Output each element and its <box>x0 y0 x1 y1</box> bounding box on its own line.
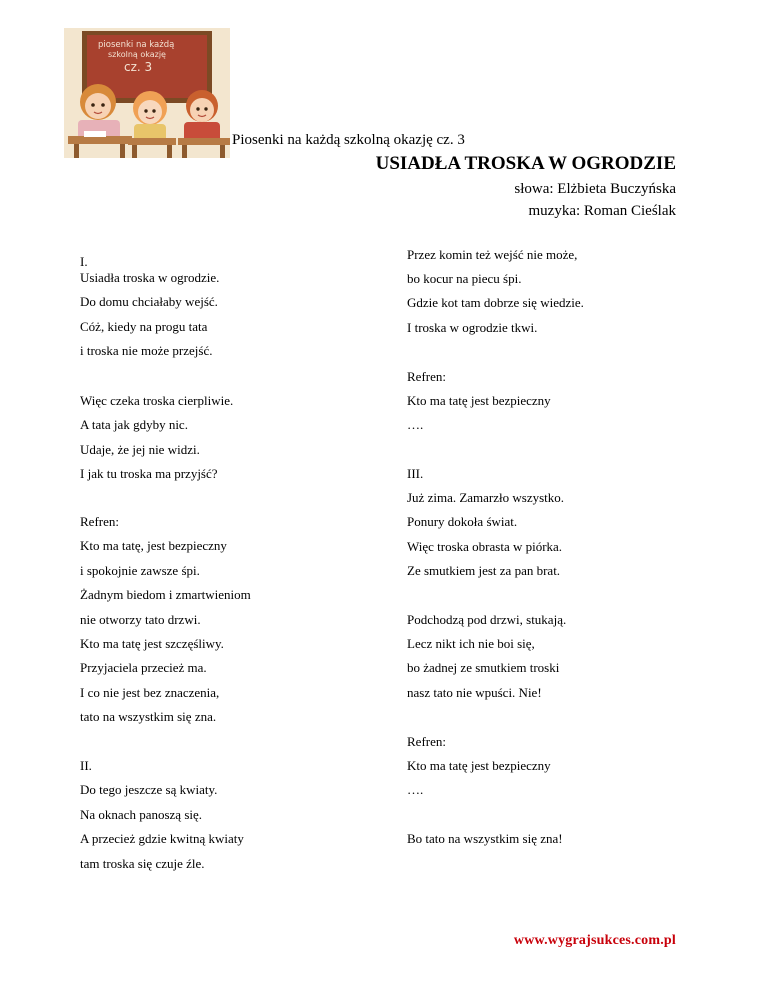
lyric-line: A tata jak gdyby nic. <box>80 417 188 432</box>
song-title: USIADŁA TROSKA W OGRODZIE <box>375 153 676 174</box>
classroom-illustration <box>64 28 230 158</box>
lyric-line: Do domu chciałaby wejść. <box>80 294 218 309</box>
lyric-line: i spokojnie zawsze śpi. <box>80 563 200 578</box>
verse-label: I. <box>80 254 88 269</box>
lyrics-credit: słowa: Elżbieta Buczyńska <box>514 181 676 197</box>
lyric-line: tato na wszystkim się zna. <box>80 709 217 724</box>
lyric-line: Kto ma tatę, jest bezpieczny <box>80 538 227 553</box>
board-line-2: szkolną okazję <box>108 50 166 59</box>
lyric-line: tam troska się czuje źle. <box>80 856 205 871</box>
lyric-line: Bo tato na wszystkim się zna! <box>407 831 563 846</box>
lyric-line: Kto ma tatę jest bezpieczny <box>407 393 551 408</box>
lyric-line: Kto ma tatę jest bezpieczny <box>407 758 551 773</box>
lyric-line: I co nie jest bez znaczenia, <box>80 685 220 700</box>
music-credit: muzyka: Roman Cieślak <box>528 203 676 219</box>
lyric-line: Cóż, kiedy na progu tata <box>80 319 208 334</box>
lyric-line: nasz tato nie wpuści. Nie! <box>407 685 542 700</box>
lyric-line: Ze smutkiem jest za pan brat. <box>407 563 561 578</box>
lyric-line: Ponury dokoła świat. <box>407 514 518 529</box>
lyric-line: Gdzie kot tam dobrze się wiedzie. <box>407 295 584 310</box>
lyric-line: Więc troska obrasta w piórka. <box>407 539 563 554</box>
lyric-line: Usiadła troska w ogrodzie. <box>80 270 220 285</box>
lyric-line: nie otworzy tato drzwi. <box>80 612 201 627</box>
lyric-line: …. <box>407 417 424 432</box>
lyric-line: Przyjaciela przecież ma. <box>80 660 207 675</box>
lyric-line: Udaje, że jej nie widzi. <box>80 442 200 457</box>
verse-label: III. <box>407 466 424 481</box>
lyric-line: bo żadnej ze smutkiem troski <box>407 660 560 675</box>
lyric-line: Kto ma tatę jest szczęśliwy. <box>80 636 224 651</box>
lyric-line: I troska w ogrodzie tkwi. <box>407 320 538 335</box>
website-link[interactable]: www.wygrajsukces.com.pl <box>513 933 676 948</box>
lyric-line: Na oknach panoszą się. <box>80 807 203 822</box>
lyric-line: Przez komin też wejść nie może, <box>407 247 578 262</box>
series-title: Piosenki na każdą szkolną okazję cz. 3 <box>232 132 465 148</box>
board-line-3: cz. 3 <box>124 60 153 74</box>
lyric-line: I jak tu troska ma przyjść? <box>80 466 218 481</box>
verse-label: II. <box>80 758 92 773</box>
lyric-line: Podchodzą pod drzwi, stukają. <box>407 612 567 627</box>
lyric-line: i troska nie może przejść. <box>80 343 213 358</box>
lyric-line: …. <box>407 782 424 797</box>
refrain-label: Refren: <box>407 734 446 749</box>
refrain-label: Refren: <box>407 369 446 384</box>
lyric-line: bo kocur na piecu śpi. <box>407 271 522 286</box>
lyric-line: Żadnym biedom i zmartwieniom <box>80 587 251 602</box>
lyric-line: Więc czeka troska cierpliwie. <box>80 393 234 408</box>
lyric-line: Do tego jeszcze są kwiaty. <box>80 782 218 797</box>
board-line-1: piosenki na każdą <box>98 40 175 50</box>
refrain-label: Refren: <box>80 514 119 529</box>
lyric-line: Lecz nikt ich nie boi się, <box>407 636 535 651</box>
lyric-line: Już zima. Zamarzło wszystko. <box>407 490 565 505</box>
songbook-logo <box>64 28 230 158</box>
lyric-line: A przecież gdzie kwitną kwiaty <box>80 831 244 846</box>
